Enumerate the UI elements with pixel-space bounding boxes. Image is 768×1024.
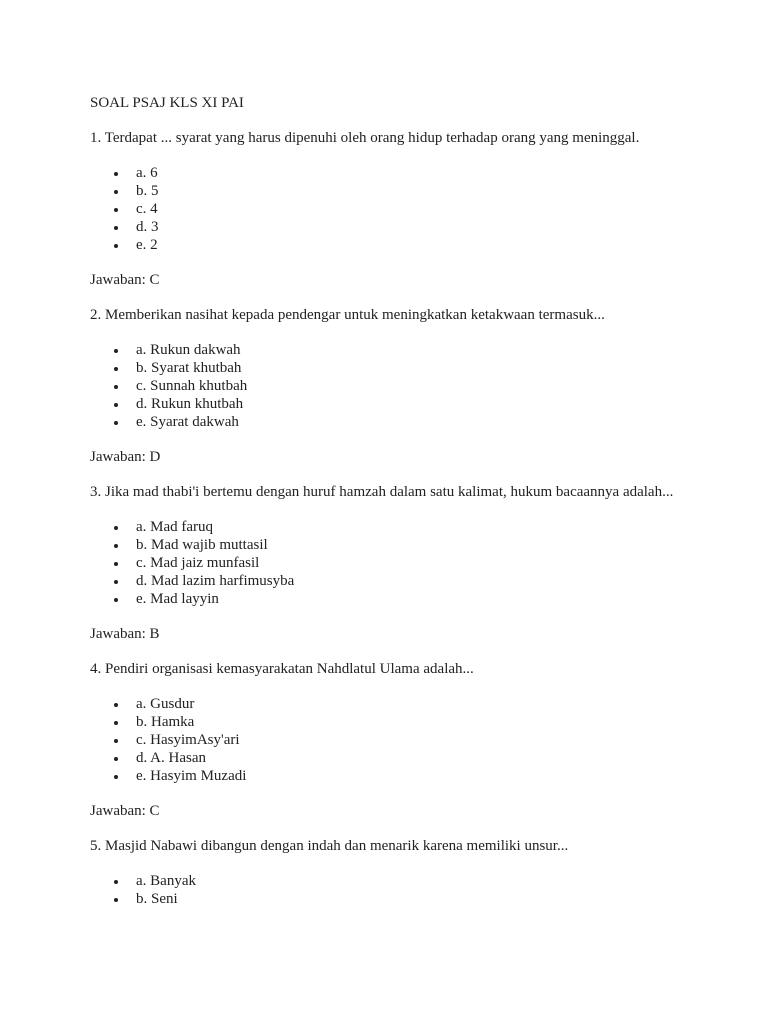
question-block — [90, 483, 730, 643]
option-item: e. Hasyim Muzadi — [90, 767, 730, 785]
question-block — [90, 660, 730, 820]
option-item: d. Rukun khutbah — [90, 395, 730, 413]
answer-text: Jawaban: B — [90, 626, 160, 642]
option-item: d. A. Hasan — [90, 749, 730, 767]
question-text: 2. Memberikan nasihat kepada pendengar untuk meningkatkan ketakwaan termasuk... — [90, 307, 605, 323]
option-item: b. 5 — [90, 182, 730, 200]
document-title: SOAL PSAJ KLS XI PAI — [90, 95, 244, 111]
options-list — [90, 518, 730, 608]
question-text: 1. Terdapat ... syarat yang harus dipenuhi oleh orang hidup terhadap orang yang meninggal. — [90, 130, 640, 146]
option-item: e. Syarat dakwah — [90, 413, 730, 431]
option-item: b. Seni — [90, 890, 730, 908]
options-list — [90, 872, 730, 908]
option-item: a. Gusdur — [90, 695, 730, 713]
document-page — [90, 94, 730, 925]
option-item: a. Mad faruq — [90, 518, 730, 536]
option-item: c. 4 — [90, 200, 730, 218]
option-item: c. Mad jaiz munfasil — [90, 554, 730, 572]
option-item: b. Hamka — [90, 713, 730, 731]
option-item: d. Mad lazim harfimusyba — [90, 572, 730, 590]
question-block — [90, 129, 730, 289]
option-item: a. Rukun dakwah — [90, 341, 730, 359]
question-text: 4. Pendiri organisasi kemasyarakatan Nahdlatul Ulama adalah... — [90, 661, 474, 677]
answer-text: Jawaban: D — [90, 449, 161, 465]
option-item: e. 2 — [90, 236, 730, 254]
question-text: 3. Jika mad thabi'i bertemu dengan huruf hamzah dalam satu kalimat, hukum bacaannya adalah... — [90, 484, 674, 500]
option-item: a. Banyak — [90, 872, 730, 890]
options-list — [90, 164, 730, 254]
question-text: 5. Masjid Nabawi dibangun dengan indah dan menarik karena memiliki unsur... — [90, 838, 569, 854]
options-list — [90, 341, 730, 431]
options-list — [90, 695, 730, 785]
option-item: d. 3 — [90, 218, 730, 236]
option-item: b. Syarat khutbah — [90, 359, 730, 377]
option-item: a. 6 — [90, 164, 730, 182]
option-item: b. Mad wajib muttasil — [90, 536, 730, 554]
option-item: e. Mad layyin — [90, 590, 730, 608]
option-item: c. HasyimAsy'ari — [90, 731, 730, 749]
answer-text: Jawaban: C — [90, 803, 160, 819]
option-item: c. Sunnah khutbah — [90, 377, 730, 395]
answer-text: Jawaban: C — [90, 272, 160, 288]
question-block — [90, 306, 730, 466]
question-block — [90, 837, 730, 908]
